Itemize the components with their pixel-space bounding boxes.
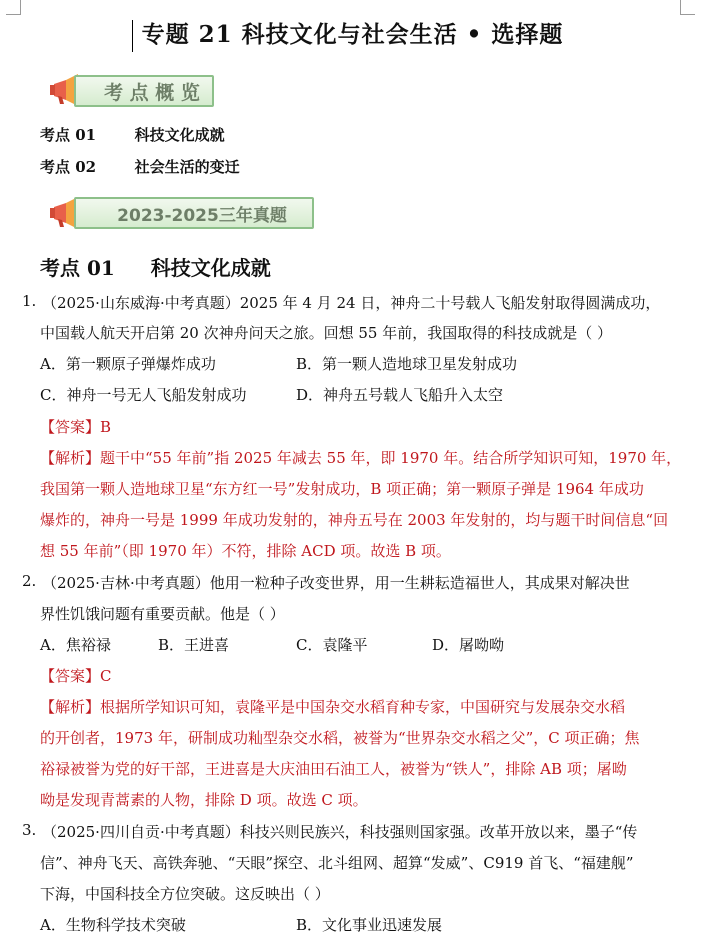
analysis-line: 【解析】题干中“55 年前”指 2025 年减去 55 年，即 1970 年。结合所学知识可知，1970 年，	[40, 449, 682, 467]
years-badge	[74, 197, 314, 229]
question-number: 1.	[22, 292, 37, 310]
question-line: （2025·四川自贡·中考真题）科技兴则民族兴，科技强则国家强。改革开放以来，墨子“传	[42, 823, 638, 841]
analysis-line: 想 55 年前”（即 1970 年）不符，排除 ACD 项。故选 B 项。	[40, 542, 451, 560]
analysis-line: 我国第一颗人造地球卫星“东方红一号”发射成功，B 项正确；第一颗原子弹是 1964 年成功	[40, 480, 644, 498]
overview-item-name: 社会生活的变迁	[134, 158, 240, 176]
page-corner-mark	[680, 0, 695, 15]
question-line: （2025·山东威海·中考真题）2025 年 4 月 24 日，神舟二十号载人飞船发射取得圆满成功，	[42, 294, 661, 312]
option-b: B．王进喜	[158, 636, 230, 654]
overview-badge	[74, 75, 214, 107]
option-c: C．袁隆平	[296, 636, 368, 654]
page-corner-mark	[6, 0, 21, 15]
overview-item-name: 科技文化成就	[134, 126, 225, 144]
question-number: 2.	[22, 572, 37, 590]
option-a: A．生物科学技术突破	[40, 916, 186, 934]
question-line: 下海，中国科技全方位突破。这反映出（ ）	[40, 885, 330, 903]
question-number: 3.	[22, 821, 37, 839]
option-a: A．第一颗原子弹爆炸成功	[40, 355, 216, 373]
analysis-line: 【解析】根据所学知识可知，袁隆平是中国杂交水稻育种专家，中国研究与发展杂交水稻	[40, 698, 626, 716]
option-d: D．神舟五号载人飞船升入太空	[296, 386, 504, 404]
option-b: B．文化事业迅速发展	[296, 916, 443, 934]
section-code: 考点 01	[40, 256, 115, 280]
overview-badge-label: 考 点 概 览	[104, 81, 200, 104]
answer: 【答案】B	[40, 418, 112, 436]
analysis-line: 呦是发现青蒿素的人物，排除 D 项。故选 C 项。	[40, 791, 368, 809]
overview-item	[40, 124, 225, 145]
option-b: B．第一颗人造地球卫星发射成功	[296, 355, 518, 373]
section-heading	[40, 252, 271, 281]
answer: 【答案】C	[40, 667, 112, 685]
question-line: 界性饥饿问题有重要贡献。他是（ ）	[40, 605, 285, 623]
option-d: D．屠呦呦	[432, 636, 505, 654]
analysis-line: 爆炸的，神舟一号是 1999 年成功发射的，神舟五号在 2003 年发射的，均与题干时间信息“回	[40, 511, 669, 529]
overview-item-code: 考点 01	[40, 126, 97, 144]
question-line: 中国载人航天开启第 20 次神舟问天之旅。回想 55 年前，我国取得的科技成就是（ ）	[40, 324, 613, 342]
years-badge-label: 2023-2025三年真题	[117, 205, 287, 226]
option-a: A．焦裕禄	[40, 636, 111, 654]
question-line: 信”、神舟飞天、高铁奔驰、“天眼”探空、北斗组网、超算“发威”、C919 首飞、“福建舰”	[40, 854, 634, 872]
overview-item	[40, 156, 240, 177]
overview-item-code: 考点 02	[40, 158, 97, 176]
analysis-line: 裕禄被誉为党的好干部，王进喜是大庆油田石油工人，被誉为“铁人”，排除 AB 项；屠呦	[40, 760, 627, 778]
page-title: 专题 21 科技文化与社会生活 • 选择题	[141, 21, 564, 48]
option-c: C．神舟一号无人飞船发射成功	[40, 386, 247, 404]
section-name: 科技文化成就	[150, 256, 271, 280]
analysis-line: 的开创者，1973 年，研制成功籼型杂交水稻，被誉为“世界杂交水稻之父”，C 项正确；焦	[40, 729, 640, 747]
question-line: （2025·吉林·中考真题）他用一粒种子改变世界，用一生耕耘造福世人，其成果对解决世	[42, 574, 630, 592]
